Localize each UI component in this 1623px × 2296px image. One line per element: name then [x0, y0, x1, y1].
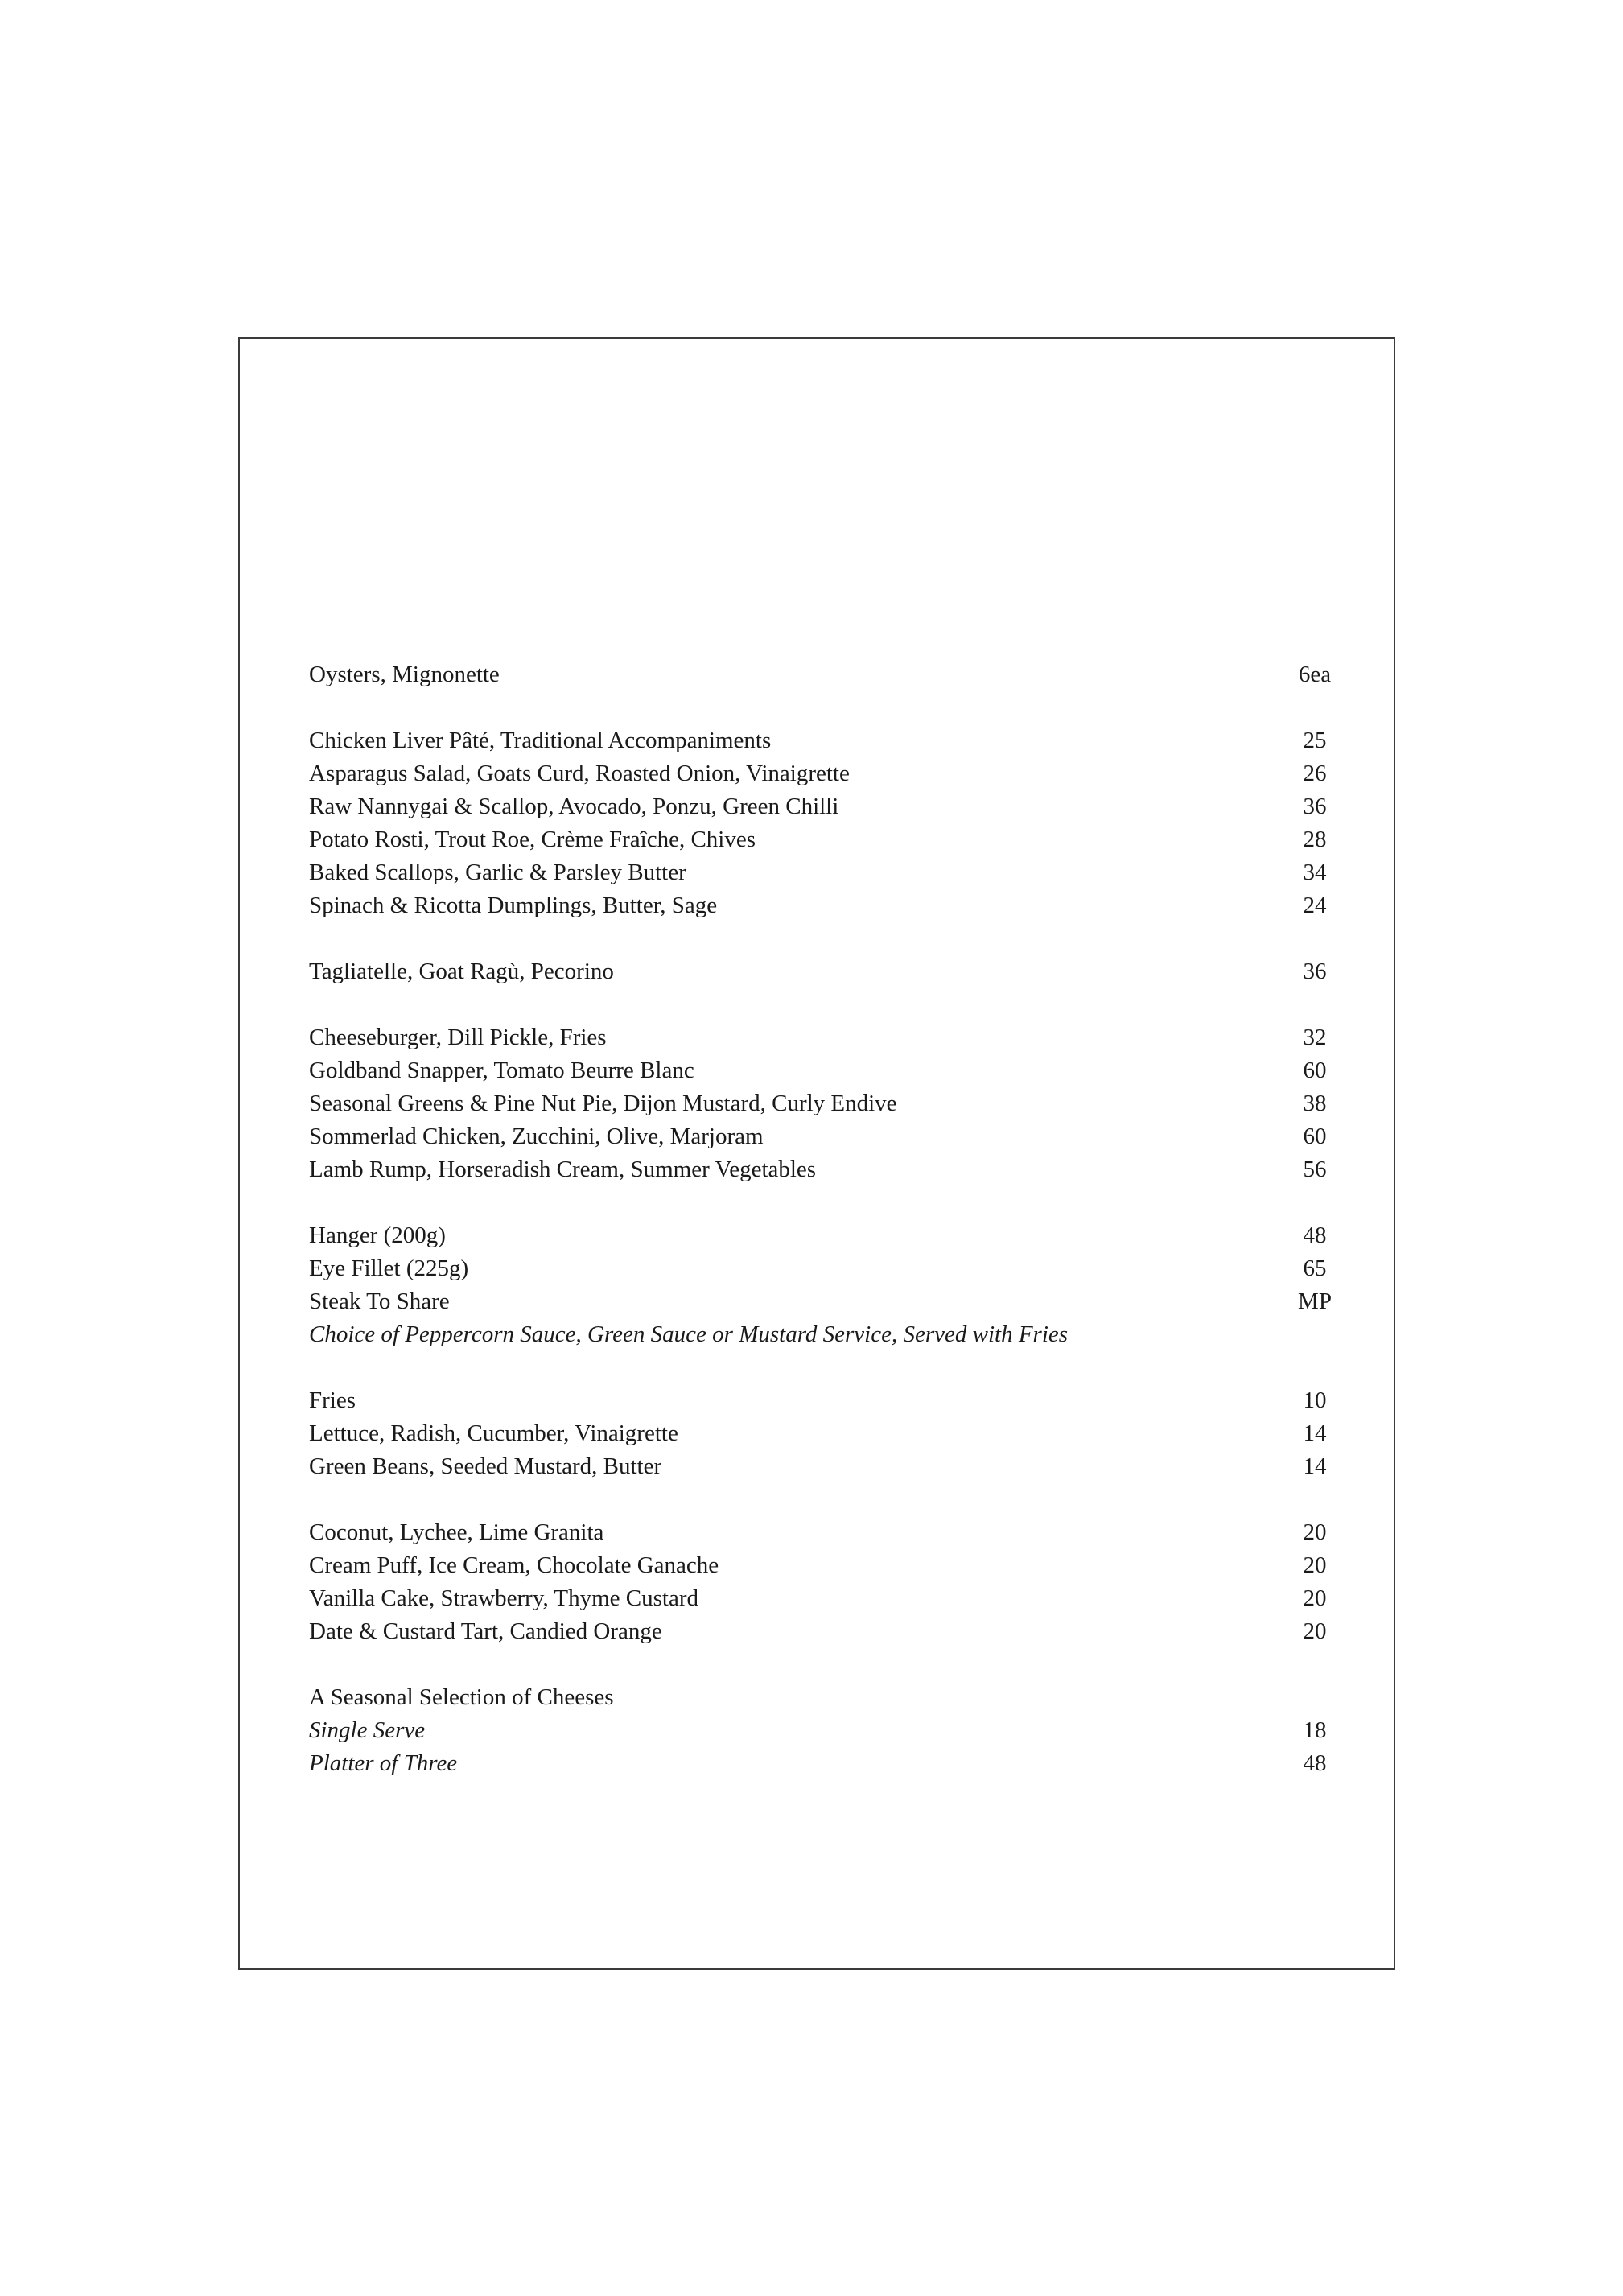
menu-item-name: Asparagus Salad, Goats Curd, Roasted Onion, Vinaigrette — [309, 761, 850, 786]
menu-item-price: 6ea — [1298, 662, 1332, 687]
menu-item-name: Sommerlad Chicken, Zucchini, Olive, Marjoram — [309, 1123, 764, 1149]
menu-item-name: Cream Puff, Ice Cream, Chocolate Ganache — [309, 1552, 719, 1578]
menu-item-price: 48 — [1303, 1750, 1327, 1776]
menu-item — [309, 1285, 1339, 1318]
menu-item-name: Eye Fillet (225g) — [309, 1255, 469, 1281]
menu-item-name: Lamb Rump, Horseradish Cream, Summer Vegetables — [309, 1156, 817, 1182]
menu-item — [309, 955, 1339, 988]
menu-item — [309, 757, 1339, 790]
menu-item-price: 28 — [1303, 826, 1327, 852]
menu-item — [309, 1087, 1339, 1120]
menu-item-price: 65 — [1303, 1255, 1327, 1281]
menu-item — [309, 790, 1339, 823]
menu-item-price: 24 — [1303, 892, 1327, 918]
menu-section-desserts — [309, 1516, 1339, 1648]
menu-item-name: Vanilla Cake, Strawberry, Thyme Custard — [309, 1585, 699, 1611]
menu-item-name: Coconut, Lychee, Lime Granita — [309, 1519, 604, 1545]
menu-item — [309, 856, 1339, 889]
menu-section-cheese — [309, 1681, 1339, 1780]
menu-item-price: 36 — [1303, 958, 1327, 984]
menu-item-price: 34 — [1303, 859, 1327, 885]
menu-item-price: 26 — [1303, 761, 1327, 786]
menu-section-heading: A Seasonal Selection of Cheeses — [309, 1684, 614, 1710]
menu-item-price: 20 — [1303, 1552, 1327, 1578]
menu-item — [309, 1450, 1339, 1483]
menu-item-name: Green Beans, Seeded Mustard, Butter — [309, 1453, 662, 1479]
menu-item — [309, 889, 1339, 922]
menu-item-price: 14 — [1303, 1420, 1327, 1446]
menu-section-mains — [309, 1021, 1339, 1186]
menu-item — [309, 1384, 1339, 1417]
menu-item-name: Single Serve — [309, 1717, 426, 1743]
menu-item — [309, 1417, 1339, 1450]
menu-item-name: Raw Nannygai & Scallop, Avocado, Ponzu, Green Chilli — [309, 794, 839, 819]
menu-section-oysters — [309, 658, 1339, 691]
menu-item — [309, 1219, 1339, 1252]
menu-content — [309, 658, 1339, 1813]
menu-item-name: Cheeseburger, Dill Pickle, Fries — [309, 1024, 607, 1050]
menu-item-price: 20 — [1303, 1585, 1327, 1611]
menu-item-name: Platter of Three — [309, 1750, 458, 1776]
menu-item — [309, 658, 1339, 691]
menu-item — [309, 1252, 1339, 1285]
menu-section-sides — [309, 1384, 1339, 1483]
menu-item-price: MP — [1298, 1288, 1332, 1314]
menu-item-price: 48 — [1303, 1222, 1327, 1248]
menu-item-price: 14 — [1303, 1453, 1327, 1479]
menu-item-price: 32 — [1303, 1024, 1327, 1050]
menu-section-pasta — [309, 955, 1339, 988]
menu-item-price: 60 — [1303, 1057, 1327, 1083]
menu-item-note-row — [309, 1318, 1339, 1351]
menu-item-price: 20 — [1303, 1618, 1327, 1644]
menu-item-price: 20 — [1303, 1519, 1327, 1545]
menu-item — [309, 1021, 1339, 1054]
menu-item-price: 38 — [1303, 1090, 1327, 1116]
menu-item — [309, 1549, 1339, 1582]
menu-item — [309, 1714, 1339, 1747]
menu-item-price: 25 — [1303, 728, 1327, 753]
menu-item — [309, 724, 1339, 757]
menu-item — [309, 1120, 1339, 1153]
menu-item-name: Seasonal Greens & Pine Nut Pie, Dijon Mustard, Curly Endive — [309, 1090, 897, 1116]
menu-item-name: Oysters, Mignonette — [309, 662, 500, 687]
menu-item-name: Baked Scallops, Garlic & Parsley Butter — [309, 859, 686, 885]
menu-item-name: Spinach & Ricotta Dumplings, Butter, Sage — [309, 892, 718, 918]
menu-item — [309, 823, 1339, 856]
menu-item-name: Lettuce, Radish, Cucumber, Vinaigrette — [309, 1420, 678, 1446]
menu-item — [309, 1516, 1339, 1549]
menu-item-name: Goldband Snapper, Tomato Beurre Blanc — [309, 1057, 694, 1083]
menu-item-name: Hanger (200g) — [309, 1222, 446, 1248]
menu-item-name: Potato Rosti, Trout Roe, Crème Fraîche, Chives — [309, 826, 756, 852]
menu-item-price: 10 — [1303, 1387, 1327, 1413]
menu-item-name: Fries — [309, 1387, 356, 1413]
menu-item — [309, 1747, 1339, 1780]
menu-item-price: 36 — [1303, 794, 1327, 819]
menu-item — [309, 1615, 1339, 1648]
menu-section-starters — [309, 724, 1339, 922]
menu-item-note: Choice of Peppercorn Sauce, Green Sauce or Mustard Service, Served with Fries — [309, 1321, 1069, 1347]
menu-item-name: Date & Custard Tart, Candied Orange — [309, 1618, 662, 1644]
menu-section-steaks — [309, 1219, 1339, 1351]
menu-item — [309, 1153, 1339, 1186]
menu-item-name: Chicken Liver Pâté, Traditional Accompaniments — [309, 728, 772, 753]
menu-item — [309, 1054, 1339, 1087]
menu-item-name: Tagliatelle, Goat Ragù, Pecorino — [309, 958, 614, 984]
menu-item — [309, 1582, 1339, 1615]
menu-item-price: 60 — [1303, 1123, 1327, 1149]
menu-section-heading-row — [309, 1681, 1339, 1714]
menu-item-price: 56 — [1303, 1156, 1327, 1182]
menu-item-name: Steak To Share — [309, 1288, 450, 1314]
menu-item-price: 18 — [1303, 1717, 1327, 1743]
